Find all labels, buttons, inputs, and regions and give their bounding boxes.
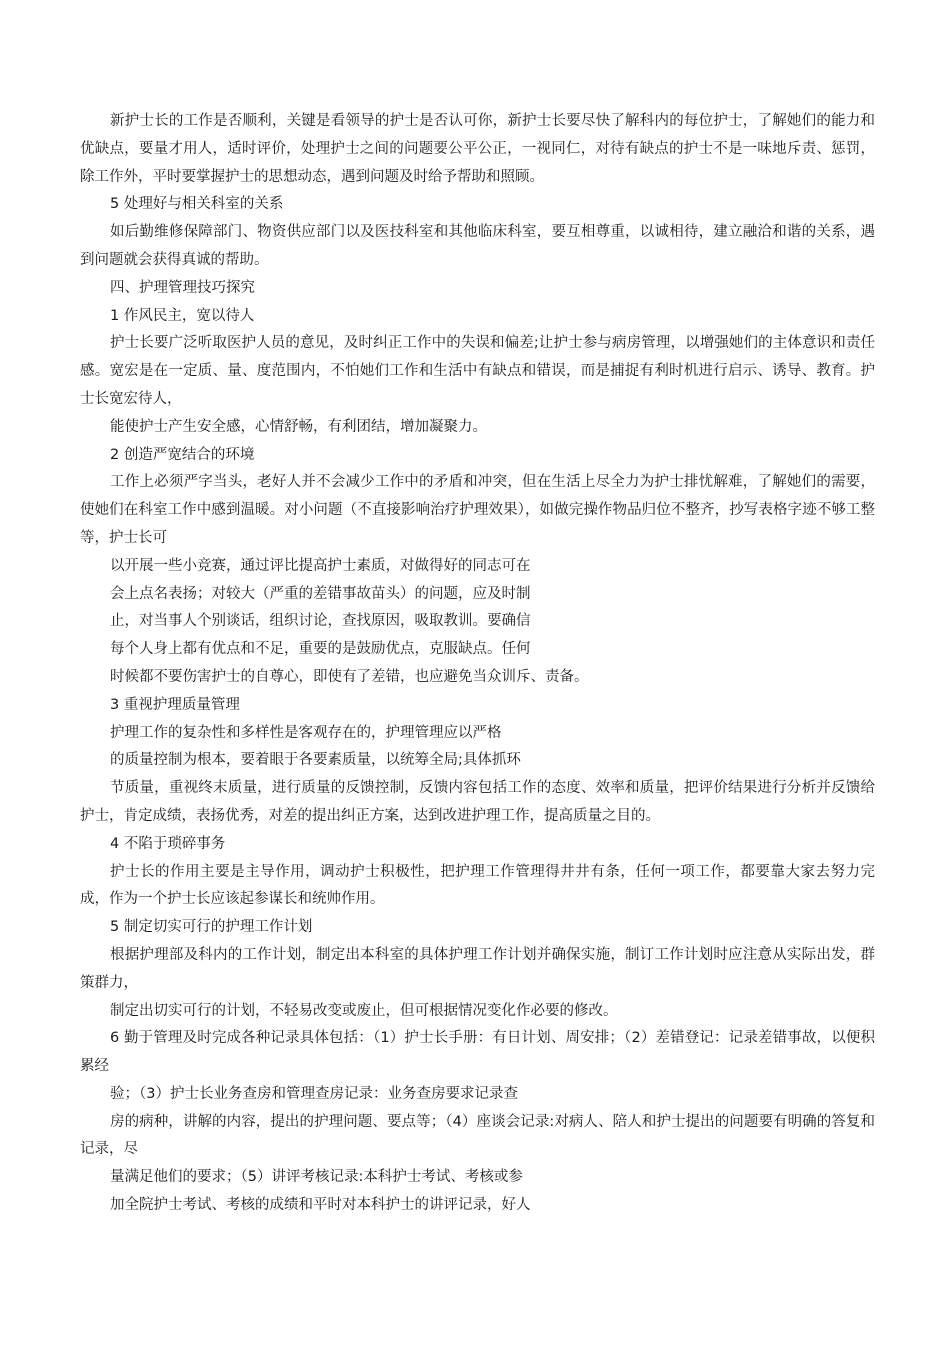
paragraph: 新护士长的工作是否顺利，关键是看领导的护士是否认可你，新护士长要尽快了解科内的每位护士，了解她们的能力和优缺点，要量才用人，适时评价，处理护士之间的问题要公平公正，一视同仁，对待有缺点的护士不是一味地斥责、惩罚，除工作外，平时要掌握护士的思想动态，遇到问题及时给予帮助和照顾。	[80, 113, 875, 185]
paragraph: 能使护士产生安全感，心情舒畅，有利团结，增加凝聚力。	[110, 418, 487, 435]
paragraph: 节质量，重视终末质量，进行质量的反馈控制，反馈内容包括工作的态度、效率和质量，把评价结果进行分析并反馈给护士，肯定成绩，表扬优秀，对差的提出纠正方案，达到改进护理工作，提高质量之目的。	[80, 780, 875, 824]
section-heading: 2 创造严宽结合的环境	[110, 446, 255, 463]
paragraph: 的质量控制为根本，要着眼于各要素质量，以统筹全局;具体抓环	[110, 752, 521, 769]
paragraph: 时候都不要伤害护士的自尊心，即使有了差错，也应避免当众训斥、责备。	[110, 668, 589, 685]
paragraph: 工作上必须严字当头，老好人并不会减少工作中的矛盾和冲突，但在生活上尽全力为护士排忧解难，了解她们的需要，使她们在科室工作中感到温暖。对小问题（不直接影响治疗护理效果），如做完操作物品归位不整齐，抄写表格字迹不够工整等，护士长可	[80, 474, 875, 546]
section-heading: 3 重视护理质量管理	[110, 696, 240, 713]
paragraph: 如后勤维修保障部门、物资供应部门以及医技科室和其他临床科室，要互相尊重，以诚相待，建立融洽和谐的关系，遇到问题就会获得真诚的帮助。	[80, 224, 875, 268]
paragraph: 6 勤于管理及时完成各种记录具体包括：（1）护士长手册：有日计划、周安排；（2）差错登记：记录差错事故，以便积累经	[80, 1030, 875, 1075]
paragraph: 验；（3）护士长业务查房和管理查房记录：业务查房要求记录查	[110, 1085, 518, 1102]
document-body	[80, 108, 875, 1220]
paragraph: 每个人身上都有优点和不足，重要的是鼓励优点，克服缺点。任何	[110, 641, 531, 658]
chapter-heading: 四、护理管理技巧探究	[110, 279, 255, 296]
paragraph: 根据护理部及科内的工作计划，制定出本科室的具体护理工作计划并确保实施，制订工作计划时应注意从实际出发，群策群力，	[80, 946, 875, 991]
paragraph: 止，对当事人个别谈话，组织讨论，查找原因，吸取教训。要确信	[110, 613, 531, 630]
paragraph: 护理工作的复杂性和多样性是客观存在的，护理管理应以严格	[110, 724, 502, 741]
paragraph: 加全院护士考试、考核的成绩和平时对本科护士的讲评记录，好人	[110, 1197, 531, 1214]
section-heading: 4 不陷于琐碎事务	[110, 835, 226, 852]
paragraph: 护士长要广泛听取医护人员的意见，及时纠正工作中的失误和偏差;让护士参与病房管理，以增强她们的主体意识和责任感。宽宏是在一定质、量、度范围内，不怕她们工作和生活中有缺点和错误，而是捕捉有利时机进行启示、诱导、教育。护士长宽宏待人，	[80, 335, 875, 407]
paragraph: 房的病种，讲解的内容，提出的护理问题、要点等；（4）座谈会记录:对病人、陪人和护士提出的问题要有明确的答复和记录，尽	[80, 1113, 875, 1158]
paragraph: 护士长的作用主要是主导作用，调动护士积极性，把护理工作管理得井井有条，任何一项工作，都要靠大家去努力完成，作为一个护士长应该起参谋长和统帅作用。	[80, 863, 875, 908]
paragraph: 量满足他们的要求；（5）讲评考核记录:本科护士考试、考核或参	[110, 1169, 523, 1186]
section-heading: 1 作风民主，宽以待人	[110, 307, 255, 324]
paragraph: 会上点名表扬；对较大（严重的差错事故苗头）的问题，应及时制	[110, 585, 531, 602]
paragraph: 制定出切实可行的计划，不轻易改变或废止，但可根据情况变化作必要的修改。	[110, 1002, 618, 1019]
section-heading: 5 制定切实可行的护理工作计划	[110, 919, 313, 936]
section-heading: 5 处理好与相关科室的关系	[110, 196, 284, 213]
paragraph: 以开展一些小竞赛，通过评比提高护士素质，对做得好的同志可在	[110, 557, 531, 574]
